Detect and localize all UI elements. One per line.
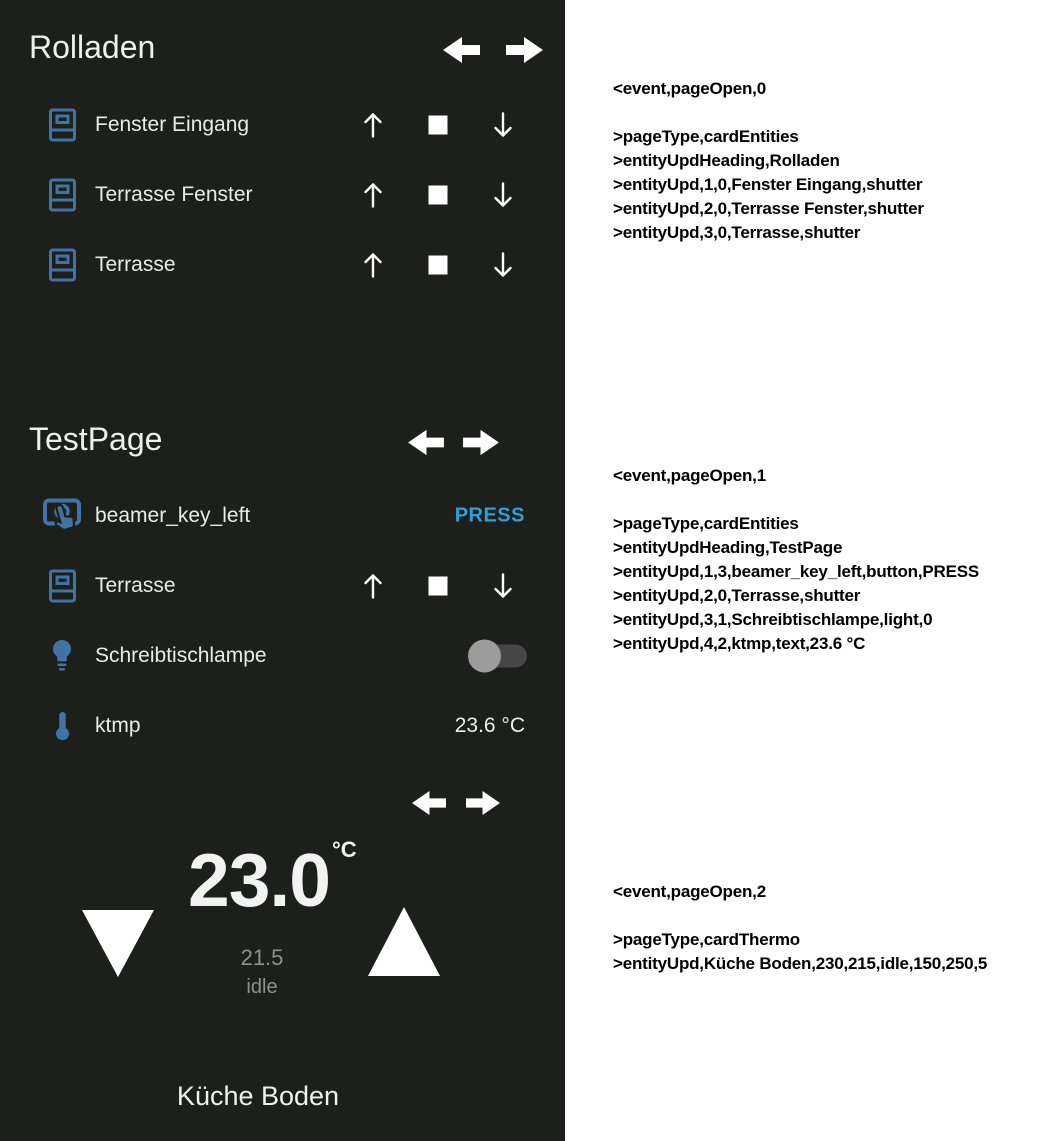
card-entities-rolladen [0, 0, 565, 410]
entity-row [0, 230, 565, 300]
card-thermo [0, 770, 565, 1141]
protocol-line: >entityUpdHeading,TestPage [613, 538, 843, 557]
entity-label: Terrasse [95, 574, 176, 597]
protocol-line: >entityUpd,1,3,beamer_key_left,button,PRESS [613, 562, 979, 581]
hvac-state: idle [246, 976, 278, 998]
entity-label: beamer_key_left [95, 504, 251, 527]
entity-row [0, 691, 565, 761]
gesture-tap-button-icon [40, 496, 84, 536]
window-shutter-icon [40, 249, 84, 282]
entity-label: Schreibtischlampe [95, 644, 267, 667]
protocol-line: >entityUpd,4,2,ktmp,text,23.6 °C [613, 634, 866, 653]
temperature-unit: °C [332, 837, 357, 862]
entity-row [0, 90, 565, 160]
shutter-down-button[interactable] [491, 573, 515, 600]
current-temperature-display [188, 837, 357, 922]
shutter-up-button[interactable] [361, 182, 385, 209]
nav-right-arrow-icon[interactable] [466, 788, 500, 818]
shutter-up-button[interactable] [361, 112, 385, 139]
protocol-line: >entityUpd,2,0,Terrasse,shutter [613, 586, 861, 605]
nav-left-arrow-icon[interactable] [408, 427, 444, 458]
shutter-down-button[interactable] [491, 112, 515, 139]
shutter-stop-button[interactable] [429, 186, 448, 205]
protocol-line: >entityUpd,2,0,Terrasse Fenster,shutter [613, 199, 924, 218]
temp-decrease-button[interactable] [82, 910, 154, 977]
stop-icon [429, 256, 448, 275]
page-heading: TestPage [29, 421, 163, 457]
page-heading: Rolladen [29, 29, 156, 65]
shutter-stop-button[interactable] [429, 116, 448, 135]
entity-value-text: 23.6 °C [454, 714, 525, 737]
entity-label: Terrasse [95, 253, 176, 276]
protocol-line: <event,pageOpen,0 [613, 79, 766, 98]
nav-right-arrow-icon[interactable] [506, 34, 543, 66]
light-toggle[interactable] [478, 645, 527, 668]
protocol-line: >pageType,cardEntities [613, 127, 799, 146]
protocol-log-block-1 [613, 464, 979, 656]
nav-left-arrow-icon[interactable] [412, 788, 446, 818]
toggle-knob [468, 640, 501, 673]
shutter-stop-button[interactable] [429, 577, 448, 596]
protocol-line: >entityUpd,3,1,Schreibtischlampe,light,0 [613, 610, 933, 629]
thermostat-name: Küche Boden [176, 1081, 340, 1111]
stop-icon [429, 186, 448, 205]
window-shutter-icon [40, 109, 84, 142]
shutter-stop-button[interactable] [429, 256, 448, 275]
protocol-line [613, 488, 979, 512]
entity-row [0, 481, 565, 551]
protocol-line: >entityUpdHeading,Rolladen [613, 151, 840, 170]
protocol-line [613, 101, 924, 125]
protocol-line: >entityUpd,3,0,Terrasse,shutter [613, 223, 861, 242]
card-entities-testpage [0, 410, 565, 770]
stop-icon [429, 577, 448, 596]
protocol-line: >pageType,cardThermo [613, 930, 800, 949]
entity-label: Fenster Eingang [95, 113, 250, 136]
shutter-up-button[interactable] [361, 252, 385, 279]
protocol-line: >entityUpd,Küche Boden,230,215,idle,150,250,5 [613, 954, 988, 973]
current-temperature: 23.0 [188, 838, 330, 922]
window-shutter-icon [40, 570, 84, 603]
thermometer-icon [40, 712, 84, 740]
protocol-line: >pageType,cardEntities [613, 514, 799, 533]
protocol-line [613, 904, 987, 928]
window-shutter-icon [40, 179, 84, 212]
nav-left-arrow-icon[interactable] [443, 34, 480, 66]
protocol-line: >entityUpd,1,0,Fenster Eingang,shutter [613, 175, 923, 194]
lightbulb-icon [40, 639, 84, 673]
entity-label: Terrasse Fenster [95, 183, 253, 206]
protocol-log-block-2 [613, 880, 987, 976]
entity-row [0, 621, 565, 691]
entity-label: ktmp [95, 714, 141, 737]
stop-icon [429, 116, 448, 135]
protocol-log-block-0 [613, 77, 924, 245]
protocol-line: <event,pageOpen,2 [613, 882, 766, 901]
shutter-up-button[interactable] [361, 573, 385, 600]
entity-row [0, 160, 565, 230]
entity-row [0, 551, 565, 621]
target-temperature: 21.5 [240, 945, 284, 970]
protocol-line: <event,pageOpen,1 [613, 466, 766, 485]
shutter-down-button[interactable] [491, 252, 515, 279]
temp-increase-button[interactable] [368, 907, 440, 976]
press-button[interactable]: PRESS [454, 504, 525, 527]
nav-right-arrow-icon[interactable] [463, 427, 499, 458]
shutter-down-button[interactable] [491, 182, 515, 209]
